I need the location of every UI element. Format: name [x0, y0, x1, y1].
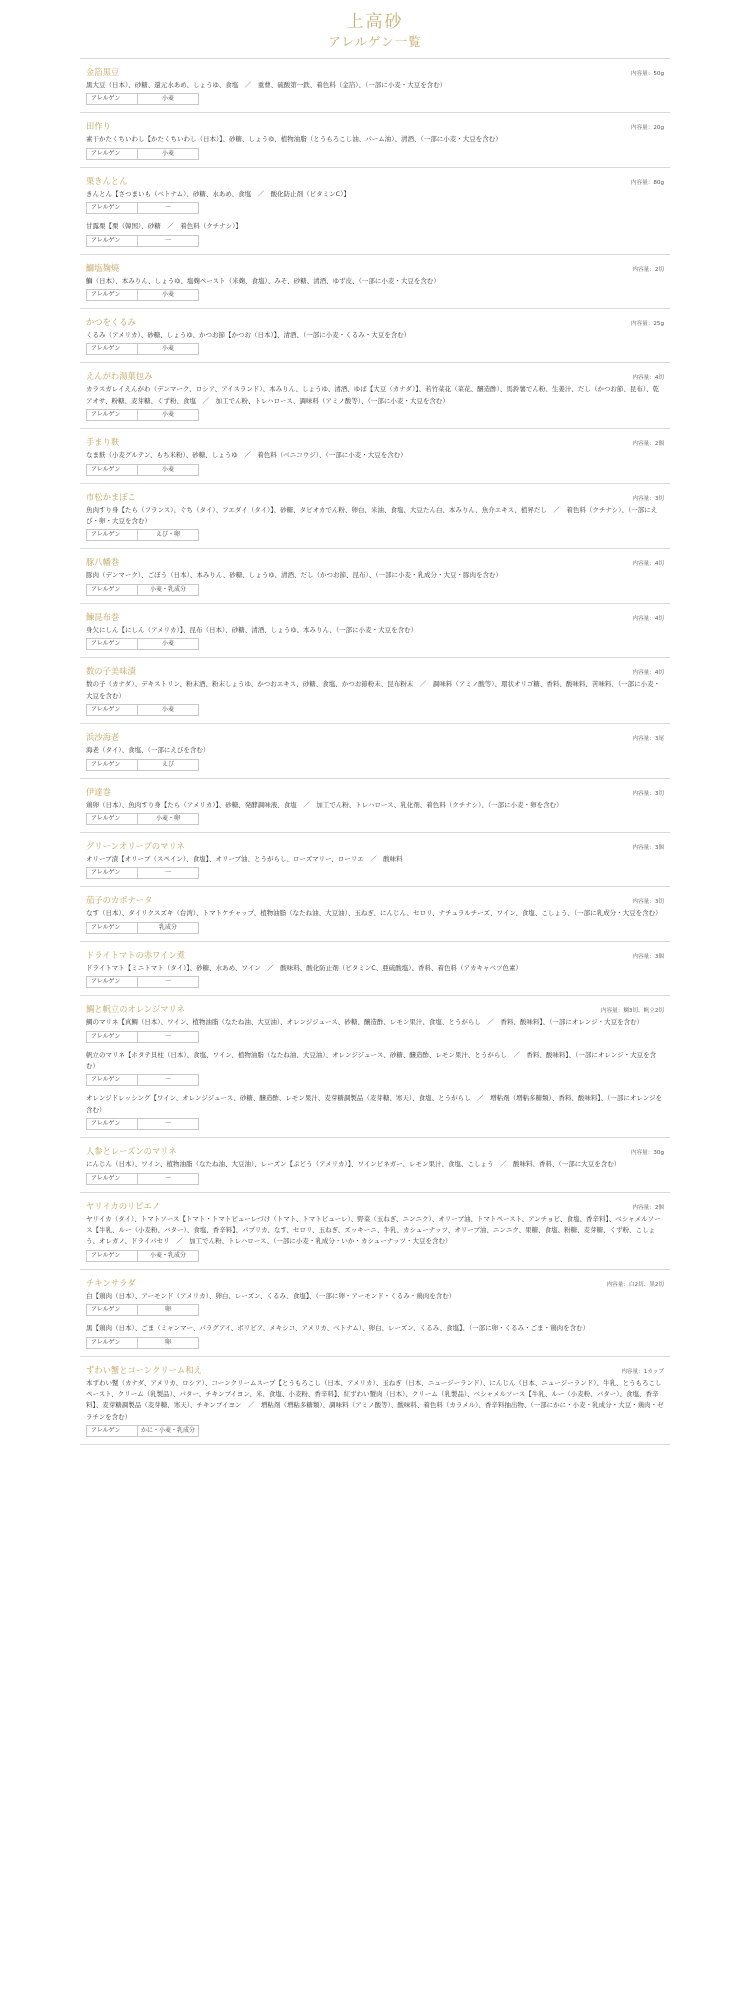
- menu-item: [80, 484, 670, 550]
- item-name: 田作り: [86, 121, 111, 132]
- allergen-box: [86, 235, 664, 247]
- allergen-box: [86, 759, 664, 771]
- component: [86, 854, 664, 879]
- item-name: えんがわ湯葉包み: [86, 371, 153, 382]
- allergen-value: 小麦: [137, 464, 199, 476]
- component: [86, 1214, 664, 1262]
- item-name: ヤリイカのリピエノ: [86, 1200, 161, 1211]
- menu-item: [80, 255, 670, 309]
- component: [86, 221, 664, 246]
- allergen-box: [86, 93, 664, 105]
- allergen-value: 小麦・乳成分: [137, 584, 199, 596]
- menu-item: [80, 1357, 670, 1446]
- item-name: ドライトマトの赤ワイン煮: [86, 949, 186, 960]
- ingredients-text: 甘露栗【栗（韓国）、砂糖 ／ 着色料（クチナシ）】: [86, 222, 242, 231]
- allergen-value: 一: [137, 1074, 199, 1086]
- item-contents: 内容量：3個: [632, 844, 664, 851]
- item-name: 市松かまぼこ: [86, 491, 136, 502]
- component: [86, 963, 664, 988]
- item-name: 豚八幡巻: [86, 557, 120, 568]
- item-name: ずわい蟹とコーンクリーム和え: [86, 1364, 202, 1375]
- ingredients-text: 素干かたくちいわし【かたくちいわし（日本）】、砂糖、しょうゆ、植物油脂（とうもろこし油、パーム油）、清酒、（一部に小麦・大豆を含む）: [86, 135, 502, 144]
- ingredients-text: 鯛のマリネ【真鯛（日本）、ワイン、植物油脂（なたね油、大豆油）、オレンジジュース、砂糖、醸造酢、レモン果汁、食塩、とうがらし ／ 香料、酸味料】、（一部にオレンジ・大豆を含む）: [86, 1018, 644, 1027]
- ingredients-text: 帆立のマリネ【ホタテ貝柱（日本）、食塩、ワイン、植物油脂（なたね油、大豆油）、オレンジジュース、砂糖、醸造酢、レモン果汁、とうがらし ／ 香料、酸味料】、（一部にオレンジ・大豆を含む）: [86, 1050, 657, 1070]
- allergen-label: アレルゲン: [86, 922, 137, 934]
- component: [86, 134, 664, 159]
- allergen-value: 小麦: [137, 409, 199, 421]
- allergen-box: [86, 867, 664, 879]
- item-name: 鰊昆布巻: [86, 611, 120, 622]
- allergen-box: [86, 1031, 664, 1043]
- component: [86, 450, 664, 475]
- allergen-box: [86, 1173, 664, 1185]
- allergen-box: [86, 148, 664, 160]
- ingredients-text: なま麩（小麦グルテン、もち米粉）、砂糖、しょうゆ ／ 着色料（ベニコウジ）、（一部に小麦・大豆を含む）: [86, 451, 407, 460]
- allergen-value: 一: [137, 235, 199, 247]
- allergen-box: [86, 813, 664, 825]
- ingredients-text: 海老（タイ）、食塩、（一部にえびを含む）: [86, 746, 210, 755]
- menu-item: [80, 1193, 670, 1270]
- item-header: [86, 839, 664, 853]
- item-header: [86, 1276, 664, 1290]
- allergen-label: アレルゲン: [86, 976, 137, 988]
- allergen-value: 一: [137, 867, 199, 879]
- allergen-label: アレルゲン: [86, 202, 137, 214]
- menu-item: [80, 58, 670, 113]
- allergen-label: アレルゲン: [86, 584, 137, 596]
- item-name: 鰤塩麹焼: [86, 262, 120, 273]
- component: [86, 276, 664, 301]
- allergen-box: [86, 343, 664, 355]
- allergen-value: 一: [137, 976, 199, 988]
- menu-item: [80, 1138, 670, 1192]
- menu-item: [80, 168, 670, 255]
- menu-item: [80, 309, 670, 363]
- ingredients-text: なす（日本）、タイリクスズキ（台湾）、トマトケチャップ、植物油脂（なたね油、大豆油）、玉ねぎ、にんじん、セロリ、ナチュラルチーズ、ワイン、食塩、こしょう、（一部に乳成分・大豆を含む）: [86, 909, 662, 918]
- allergen-box: [86, 584, 664, 596]
- allergen-value: 小麦: [137, 343, 199, 355]
- item-contents: 内容量：鯛3切、帆立2切: [600, 1008, 664, 1015]
- item-header: [86, 435, 664, 449]
- allergen-label: アレルゲン: [86, 759, 137, 771]
- item-header: [86, 315, 664, 329]
- ingredients-text: きんとん【さつまいも（ベトナム）、砂糖、水あめ、食塩 ／ 酸化防止剤（ビタミンC）】: [86, 189, 350, 198]
- allergen-value: 乳成分: [137, 922, 199, 934]
- item-contents: 内容量：20g: [630, 125, 664, 132]
- menu-item: [80, 658, 670, 724]
- item-name: 伊達巻: [86, 786, 111, 797]
- component: [86, 1093, 664, 1130]
- allergen-label: アレルゲン: [86, 148, 137, 160]
- allergen-value: えび・卵: [137, 529, 199, 541]
- allergen-label: アレルゲン: [86, 93, 137, 105]
- item-contents: 内容量：2個: [632, 1204, 664, 1211]
- page-header: [0, 0, 750, 58]
- allergen-label: アレルゲン: [86, 1074, 137, 1086]
- allergen-label: アレルゲン: [86, 1304, 137, 1316]
- item-header: [86, 65, 664, 79]
- allergen-box: [86, 976, 664, 988]
- item-contents: 内容量：4切: [632, 375, 664, 382]
- ingredients-text: 黒【鶏肉（日本）、ごま（ミャンマー、パラグアイ、ボリビア、メキシコ、アメリカ、ベトナム）、卵白、レーズン、くるみ、食塩】、（一部に卵・くるみ・ごま・鶏肉を含む）: [86, 1324, 590, 1333]
- item-contents: 内容量：30g: [630, 1150, 664, 1157]
- allergen-label: アレルゲン: [86, 813, 137, 825]
- menu-item: [80, 996, 670, 1138]
- allergen-box: [86, 289, 664, 301]
- component: [86, 570, 664, 595]
- allergen-label: アレルゲン: [86, 289, 137, 301]
- item-name: 金箔黒豆: [86, 67, 120, 77]
- item-contents: 内容量：4切: [632, 670, 664, 677]
- allergen-value: 小麦: [137, 148, 199, 160]
- ingredients-text: オレンジドレッシング【ワイン、オレンジジュース、砂糖、醸造酢、レモン果汁、麦芽糖調製品（麦芽糖、寒天）、食塩、とうがらし ／ 増粘剤（増粘多糖類）、香料、酸味料】、（一部にオレンジを含む）: [86, 1094, 663, 1114]
- page-subtitle: アレルゲン一覧: [328, 34, 422, 49]
- page-title: 上高砂: [346, 12, 404, 32]
- component: [86, 625, 664, 650]
- item-name: 手まり麩: [86, 437, 120, 448]
- allergen-box: [86, 704, 664, 716]
- item-contents: 内容量：3尾: [632, 736, 664, 743]
- item-name: グリーンオリーブのマリネ: [86, 840, 185, 851]
- ingredients-text: 豚肉（デンマーク）、ごぼう（日本）、本みりん、砂糖、しょうゆ、清酒、だし（かつお節、昆布）、（一部に小麦・乳成分・大豆・豚肉を含む）: [86, 571, 502, 580]
- component: [86, 505, 664, 542]
- allergen-box: [86, 409, 664, 421]
- item-header: [86, 1199, 664, 1213]
- allergen-list: [80, 58, 670, 1445]
- ingredients-text: 白【鶏肉（日本）、アーモンド（アメリカ）、卵白、レーズン、くるみ、食塩】、（一部に卵・アーモンド・くるみ・鶏肉を含む）: [86, 1291, 456, 1300]
- menu-item: [80, 1270, 670, 1357]
- item-contents: 内容量：白2切、黒2切: [606, 1281, 664, 1288]
- menu-item: [80, 833, 670, 887]
- allergen-box: [86, 1074, 664, 1086]
- allergen-box: [86, 202, 664, 214]
- menu-item: [80, 942, 670, 996]
- item-contents: 内容量：25g: [630, 321, 664, 328]
- menu-item: [80, 779, 670, 833]
- component: [86, 1291, 664, 1316]
- item-name: 鯛と帆立のオレンジマリネ: [86, 1004, 185, 1015]
- allergen-label: アレルゲン: [86, 704, 137, 716]
- item-name: チキンサラダ: [86, 1277, 136, 1288]
- ingredients-text: 身欠にしん【にしん（アメリカ）】、昆布（日本）、砂糖、清酒、しょうゆ、本みりん、（一部に小麦・大豆を含む）: [86, 625, 418, 634]
- item-contents: 内容量：4切: [632, 561, 664, 568]
- allergen-value: 小麦・卵: [137, 813, 199, 825]
- item-header: [86, 555, 664, 569]
- item-header: [86, 893, 664, 907]
- ingredients-text: 魚肉すり身【たら（フランス）、ぐち（タイ）、フエダイ（タイ）】、砂糖、タピオカでん粉、卵白、米油、食塩、大豆たん白、本みりん、魚介エキス、植昇だし ／ 着色料（クチナシ）、（一部にえび・卵・大豆を含む）: [86, 505, 658, 526]
- item-header: [86, 948, 664, 962]
- allergen-value: えび: [137, 759, 199, 771]
- item-contents: 内容量：3切: [632, 899, 664, 906]
- allergen-box: [86, 1250, 664, 1262]
- item-name: 数の子美味漬: [86, 666, 136, 677]
- menu-item: [80, 604, 670, 658]
- ingredients-text: 鶏卵（日本）、魚肉すり身【たら（アメリカ）】、砂糖、発酵調味液、食塩 ／ 加工でん粉、トレハロース、乳化剤、着色料（クチナシ）、（一部に小麦・卵を含む）: [86, 800, 563, 809]
- item-header: [86, 610, 664, 624]
- menu-item: [80, 724, 670, 778]
- item-contents: 内容量：3切: [632, 790, 664, 797]
- ingredients-text: 黒大豆（日本）、砂糖、還元水あめ、しょうゆ、食塩 ／ 重曹、硫酸第一鉄、着色料（金箔）、（一部に小麦・大豆を含む）: [86, 81, 447, 89]
- item-contents: 内容量：2個: [632, 441, 664, 448]
- item-header: [86, 1363, 664, 1377]
- allergen-value: 卵: [137, 1304, 199, 1316]
- allergen-label: アレルゲン: [86, 1173, 137, 1185]
- component: [86, 330, 664, 355]
- allergen-box: [86, 1337, 664, 1349]
- allergen-value: 小麦: [137, 289, 199, 301]
- component: [86, 384, 664, 421]
- allergen-label: アレルゲン: [86, 529, 137, 541]
- allergen-box: [86, 638, 664, 650]
- allergen-label: アレルゲン: [86, 638, 137, 650]
- ingredients-text: 本ずわい蟹（カナダ、アメリカ、ロシア）、コーンクリームスープ【とうもろこし（日本、アメリカ）、玉ねぎ（日本、ニュージーランド）、にんじん（日本、ニュージーランド）、牛乳、とうもろこしペースト、クリーム（乳製品）、バター、チキンブイヨン、米、食塩、小麦粉、香辛料】、紅ずわい蟹肉（日本）、クリーム（乳製品）、ベシャメルソース【牛乳、ルー（小麦粉、バター）、食塩、香辛料】、麦芽糖調製品（麦芽糖、寒天）、チキンブイヨン ／ 増粘剤（増粘多糖類）、調味料（アミノ酸等）、酸味料、着色料（カラメル）、香辛料抽出物、（一部にかに・小麦・乳成分・大豆・鶏肉・ゼラチンを含む）: [86, 1378, 664, 1421]
- allergen-box: [86, 1304, 664, 1316]
- ingredients-text: カラスガレイえんがわ（デンマーク、ロシア、アイスランド）、本みりん、しょうゆ、清酒、ゆば【大豆（カナダ）】、若竹菜花（菜花、醸造酢）、馬鈴薯でん粉、生姜汁、だし（かつお節、昆布）、乾アオサ、粉糖、麦芽糖、くず粉、食塩 ／ 加工でん粉、トレハロース、調味料（アミノ酸等）、（一部に小麦・大豆を含む）: [86, 385, 660, 405]
- item-contents: 内容量：50g: [630, 71, 664, 77]
- menu-item: [80, 113, 670, 167]
- allergen-label: アレルゲン: [86, 1250, 137, 1262]
- item-contents: 内容量：1カップ: [621, 1368, 664, 1375]
- item-contents: 内容量：3切: [632, 495, 664, 502]
- allergen-value: 卵: [137, 1337, 199, 1349]
- component: [86, 1378, 664, 1438]
- allergen-box: [86, 529, 664, 541]
- item-header: [86, 730, 664, 744]
- ingredients-text: オリーブ漬【オリーブ（スペイン）、食塩】、オリーブ油、とうがらし、ローズマリー、ローリエ ／ 酸味料: [86, 854, 403, 863]
- menu-item: [80, 887, 670, 941]
- item-header: [86, 664, 664, 678]
- item-header: [86, 261, 664, 275]
- item-header: [86, 174, 664, 188]
- component: [86, 745, 664, 770]
- allergen-label: アレルゲン: [86, 1425, 137, 1437]
- allergen-value: かに・小麦・乳成分: [137, 1425, 199, 1437]
- item-name: かつをくるみ: [86, 317, 136, 328]
- ingredients-text: 数の子（カナダ）、デキストリン、粉末酒、粉末しょうゆ、かつおエキス、砂糖、食塩、かつお節粉末、昆布粉末 ／ 調味料（アミノ酸等）、環状オリゴ糖、香料、酸味料、苦味料、（一部に小麦・大豆を含む）: [86, 680, 661, 700]
- allergen-value: 一: [137, 1118, 199, 1130]
- allergen-box: [86, 464, 664, 476]
- menu-item: [80, 549, 670, 603]
- item-header: [86, 785, 664, 799]
- allergen-value: 一: [137, 1173, 199, 1185]
- allergen-label: アレルゲン: [86, 464, 137, 476]
- item-header: [86, 1144, 664, 1158]
- ingredients-text: ドライトマト【ミニトマト（タイ）】、砂糖、水あめ、ワイン ／ 酸味料、酸化防止剤（ビタミンC、亜硫酸塩）、香料、着色料（アカキャベツ色素）: [86, 963, 522, 972]
- component: [86, 80, 664, 105]
- allergen-value: 小麦: [137, 93, 199, 105]
- allergen-label: アレルゲン: [86, 343, 137, 355]
- allergen-value: 小麦: [137, 638, 199, 650]
- allergen-value: 小麦: [137, 704, 199, 716]
- component: [86, 908, 664, 933]
- item-name: 浜沙海老: [86, 732, 120, 743]
- allergen-label: アレルゲン: [86, 1118, 137, 1130]
- allergen-box: [86, 922, 664, 934]
- ingredients-text: くるみ（アメリカ）、砂糖、しょうゆ、かつお節【かつお（日本）】、清酒、（一部に小麦・くるみ・大豆を含む）: [86, 331, 411, 340]
- component: [86, 1017, 664, 1042]
- ingredients-text: ヤリイカ（タイ）、トマトソース【トマト・トマトピューレづけ（トマト、トマトピューレ）、野菜（玉ねぎ、ニンニク）、オリーブ油、トマトペースト、アンチョビ、食塩、香辛料】、ベシャメルソース【牛乳、ルー（小麦粉、バター）、食塩、香辛料】、パプリカ、なす、セロリ、玉ねぎ、ズッキーニ、牛乳、カシューナッツ、オリーブ油、ニンニク、果糖、食塩、粉糖、麦芽糖、くず粉、こしょう、オレガノ、ドライパセリ ／ 加工でん粉、トレハロース、（一部に小麦・乳成分・いか・カシューナッツ・大豆を含む）: [86, 1214, 661, 1246]
- allergen-value: 一: [137, 202, 199, 214]
- item-header: [86, 369, 664, 383]
- item-name: 人参とレーズンのマリネ: [86, 1146, 177, 1157]
- allergen-label: アレルゲン: [86, 867, 137, 879]
- allergen-value: 一: [137, 1031, 199, 1043]
- item-header: [86, 1002, 664, 1016]
- component: [86, 189, 664, 214]
- component: [86, 1323, 664, 1348]
- component: [86, 800, 664, 825]
- allergen-label: アレルゲン: [86, 235, 137, 247]
- allergen-label: アレルゲン: [86, 1031, 137, 1043]
- menu-item: [80, 363, 670, 429]
- ingredients-text: 鰤（日本）、本みりん、しょうゆ、塩麹ペースト（米麹、食塩）、みそ、砂糖、清酒、ゆず皮、（一部に小麦・大豆を含む）: [86, 276, 440, 285]
- component: [86, 1050, 664, 1087]
- component: [86, 679, 664, 716]
- item-name: 茄子のカポナータ: [86, 895, 153, 906]
- menu-item: [80, 429, 670, 483]
- allergen-box: [86, 1425, 664, 1437]
- item-header: [86, 490, 664, 504]
- item-contents: 内容量：4切: [632, 615, 664, 622]
- ingredients-text: にんじん（日本）、ワイン、植物油脂（なたね油、大豆油）、レーズン【ぶどう（アメリカ）】、ワインビネガー、レモン果汁、食塩、こしょう ／ 酸味料、香料、（一部に大豆を含む）: [86, 1160, 621, 1169]
- allergen-box: [86, 1118, 664, 1130]
- item-contents: 内容量：2切: [632, 266, 664, 273]
- item-contents: 内容量：3個: [632, 953, 664, 960]
- item-name: 栗きんとん: [86, 175, 128, 186]
- item-header: [86, 119, 664, 133]
- allergen-value: 小麦・乳成分: [137, 1250, 199, 1262]
- allergen-label: アレルゲン: [86, 409, 137, 421]
- component: [86, 1159, 664, 1184]
- allergen-label: アレルゲン: [86, 1337, 137, 1349]
- item-contents: 内容量：80g: [630, 179, 664, 186]
